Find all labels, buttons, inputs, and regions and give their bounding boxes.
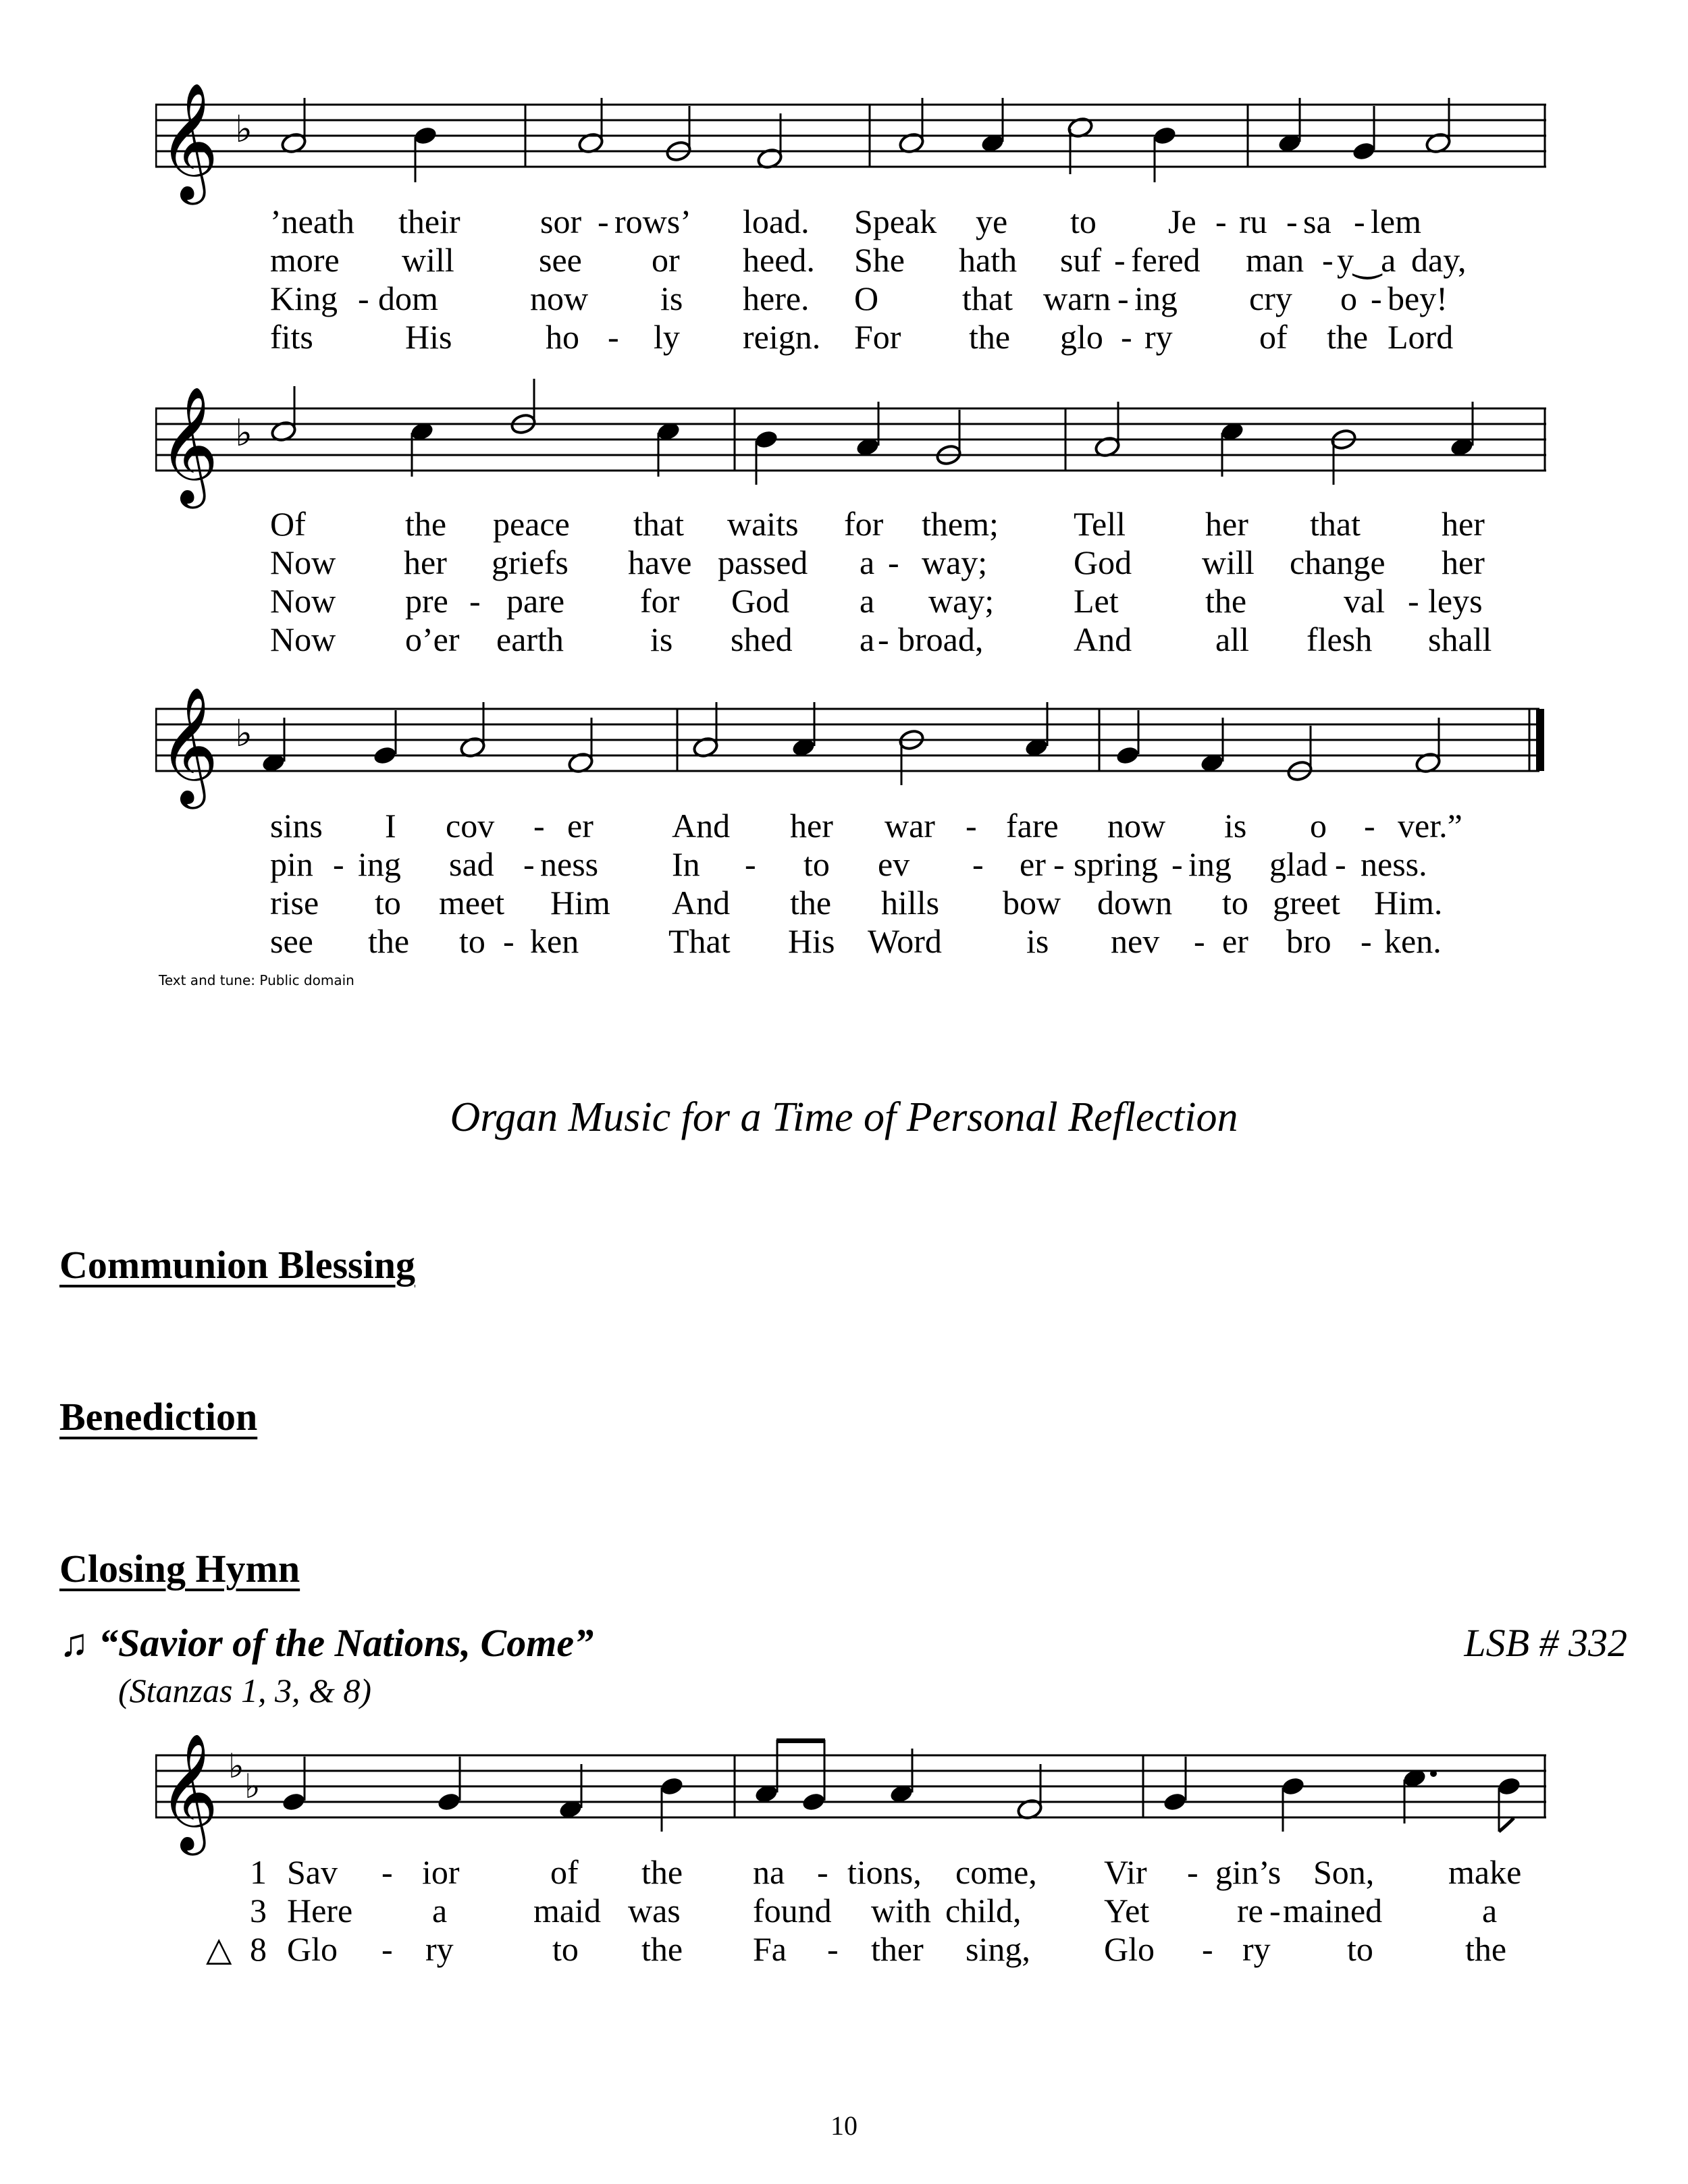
lyric-syllable: - (1114, 241, 1126, 279)
lyric-syllable: will (402, 241, 454, 279)
lyric-syllable: her (1442, 543, 1485, 581)
lyric-syllable: - (503, 922, 515, 960)
lyric-line (0, 1892, 1688, 1930)
lyric-syllable: - (1121, 318, 1132, 356)
lyric-syllable: the (641, 1930, 683, 1968)
lyric-syllable: warn (1043, 279, 1111, 317)
svg-text:𝄞: 𝄞 (159, 386, 219, 504)
lyric-syllable: griefs (492, 543, 569, 581)
lyric-syllable: sor (540, 203, 582, 240)
lyric-syllable: - (1269, 1892, 1281, 1929)
lyric-syllable: a (432, 1892, 448, 1929)
lyric-syllable: peace (493, 505, 570, 543)
lyric-syllable: fare (1006, 807, 1059, 845)
lyric-syllable: heed. (743, 241, 815, 279)
lyric-syllable: all (1215, 620, 1249, 658)
lyric-syllable: way; (922, 543, 988, 581)
lyric-syllable: - (1408, 582, 1419, 620)
lyric-syllable: o (1340, 279, 1357, 317)
lyric-syllable: Him (550, 884, 610, 922)
lyric-syllable: His (788, 922, 835, 960)
lyric-syllable: ly (654, 318, 680, 356)
lyric-syllable: Here (287, 1892, 353, 1929)
lyric-syllable: ing (358, 845, 401, 883)
lyric-syllable: For (854, 318, 901, 356)
lyric-syllable: passed (718, 543, 808, 581)
lyric-line (0, 1853, 1688, 1892)
lyric-syllable: down (1097, 884, 1173, 922)
lyric-syllable: cry (1249, 279, 1292, 317)
lyric-syllable: y‿a (1337, 241, 1396, 279)
lyric-syllable: - (381, 1930, 393, 1968)
svg-text:♭: ♭ (235, 712, 253, 755)
lyric-syllable: see (270, 922, 313, 960)
svg-text:♭: ♭ (235, 107, 253, 151)
lyric-syllable: 8 (250, 1930, 267, 1968)
lyric-syllable: the (405, 505, 447, 543)
lyric-line (0, 582, 1688, 620)
lyric-syllable: Son, (1313, 1853, 1375, 1891)
lyric-syllable: - (966, 807, 977, 845)
hymn-number: LSB # 332 (1464, 1621, 1627, 1665)
staff-4-notation (155, 1725, 1550, 1860)
lyric-syllable: to (375, 884, 401, 922)
lyric-syllable: gin’s (1215, 1853, 1282, 1891)
lyric-syllable: to (803, 845, 830, 883)
lyric-syllable: bro (1286, 922, 1331, 960)
lyric-syllable: Yet (1104, 1892, 1150, 1929)
lyric-syllable: Him. (1374, 884, 1443, 922)
lyric-syllable: for (640, 582, 680, 620)
lyric-syllable: to (552, 1930, 579, 1968)
lyric-syllable: er (1222, 922, 1248, 960)
lyric-syllable: - (1286, 203, 1298, 240)
lyric-syllable: come, (955, 1853, 1037, 1891)
lyric-syllable: fits (270, 318, 313, 356)
lyric-syllable: is (1026, 922, 1049, 960)
lyric-line (0, 1930, 1688, 1969)
lyric-syllable: pare (506, 582, 565, 620)
heading-benediction: Benediction (59, 1395, 258, 1439)
lyric-syllable: na (753, 1853, 785, 1891)
hymn-title: ♫ “Savior of the Nations, Come” (59, 1621, 594, 1665)
svg-text:♭: ♭ (244, 1767, 261, 1806)
lyric-syllable: ry (425, 1930, 454, 1968)
music-staff-4 (155, 1725, 1550, 1860)
lyric-syllable: And (672, 884, 731, 922)
lyric-line (0, 241, 1688, 279)
lyric-syllable: maid (533, 1892, 601, 1929)
lyric-syllable: the (969, 318, 1011, 356)
lyric-syllable: God (1074, 543, 1132, 581)
lyric-syllable: - (827, 1930, 839, 1968)
lyric-syllable: to (1070, 203, 1097, 240)
lyric-syllable: ye (976, 203, 1008, 240)
lyric-syllable: will (1202, 543, 1255, 581)
lyric-syllable: - (381, 1853, 393, 1891)
heading-communion-blessing: Communion Blessing (59, 1243, 415, 1287)
reflection-caption: Organ Music for a Time of Personal Reflection (450, 1094, 1238, 1140)
lyric-syllable: Let (1074, 582, 1119, 620)
lyric-line (0, 543, 1688, 582)
lyric-syllable: dom (378, 279, 438, 317)
lyric-syllable: see (539, 241, 582, 279)
lyric-syllable: - (1371, 279, 1382, 317)
lyric-syllable: or (652, 241, 680, 279)
lyric-syllable: is (660, 279, 683, 317)
lyric-syllable: ry (1242, 1930, 1271, 1968)
lyric-syllable: - (1187, 1853, 1198, 1891)
lyric-syllable: to (1347, 1930, 1373, 1968)
lyric-syllable: glad (1269, 845, 1328, 883)
lyric-syllable: Now (270, 543, 336, 581)
lyric-syllable: shed (731, 620, 793, 658)
lyric-syllable: Now (270, 620, 336, 658)
lyric-syllable: - (817, 1853, 828, 1891)
lyric-syllable: suf (1060, 241, 1102, 279)
lyric-syllable: - (608, 318, 619, 356)
lyric-line (0, 922, 1688, 961)
lyric-syllable: of (1259, 318, 1288, 356)
lyric-syllable: Lord (1388, 318, 1454, 356)
lyric-syllable: reign. (743, 318, 821, 356)
lyric-syllable: her (404, 543, 447, 581)
lyric-syllable: the (1465, 1930, 1507, 1968)
lyric-syllable: val (1344, 582, 1386, 620)
lyric-syllable: Word (868, 922, 942, 960)
staff-3-notation (155, 678, 1550, 814)
lyric-syllable: to (1222, 884, 1248, 922)
lyric-syllable: ken (530, 922, 579, 960)
lyric-syllable: er (567, 807, 594, 845)
lyric-syllable: Speak (854, 203, 937, 240)
lyric-syllable: - (523, 845, 535, 883)
lyric-line (0, 845, 1688, 884)
lyric-syllable: ry (1144, 318, 1173, 356)
lyric-syllable: is (1224, 807, 1247, 845)
lyric-syllable: mained (1283, 1892, 1383, 1929)
lyric-syllable: - (1335, 845, 1346, 883)
lyric-syllable: the (1327, 318, 1369, 356)
lyric-syllable: 1 (250, 1853, 267, 1891)
lyric-syllable: sa (1303, 203, 1331, 240)
lyric-syllable: greet (1273, 884, 1340, 922)
lyric-syllable: bow (1003, 884, 1061, 922)
lyric-syllable: And (672, 807, 731, 845)
lyric-syllable: - (745, 845, 756, 883)
lyric-syllable: In (672, 845, 700, 883)
lyric-syllable: way; (928, 582, 995, 620)
lyric-syllable: a (1482, 1892, 1498, 1929)
music-staff-1 (155, 74, 1550, 209)
music-staff-2 (155, 378, 1550, 513)
lyric-syllable: God (731, 582, 790, 620)
lyric-syllable: a (860, 620, 875, 658)
lyric-syllable: Of (270, 505, 306, 543)
lyric-syllable: - (1171, 845, 1183, 883)
lyric-syllable: with (871, 1892, 931, 1929)
lyric-syllable: - (888, 543, 899, 581)
lyric-line (0, 620, 1688, 659)
lyric-syllable: ru (1239, 203, 1267, 240)
lyric-syllable: more (270, 241, 340, 279)
lyric-syllable: sins (270, 807, 323, 845)
lyric-syllable: Je (1168, 203, 1196, 240)
lyric-syllable: for (844, 505, 884, 543)
lyric-line (0, 279, 1688, 318)
lyric-syllable: that (633, 505, 684, 543)
staff-2-notation (155, 378, 1550, 513)
lyric-syllable: Vir (1104, 1853, 1147, 1891)
lyric-syllable: - (1364, 807, 1375, 845)
lyric-syllable: ior (422, 1853, 460, 1891)
lyric-syllable: rise (270, 884, 319, 922)
hymn-stanzas: (Stanzas 1, 3, & 8) (118, 1672, 371, 1709)
lyric-syllable: the (1205, 582, 1247, 620)
lyric-syllable: war (885, 807, 935, 845)
lyric-syllable: her (790, 807, 833, 845)
lyric-line (0, 203, 1688, 241)
lyric-syllable: here. (743, 279, 810, 317)
lyric-syllable: now (530, 279, 589, 317)
lyric-syllable: His (405, 318, 452, 356)
lyric-syllable: - (1117, 279, 1129, 317)
lyric-syllable: them; (922, 505, 999, 543)
lyric-syllable: tions, (847, 1853, 922, 1891)
copyright-credit: Text and tune: Public domain (159, 972, 354, 988)
lyric-syllable: of (550, 1853, 579, 1891)
lyric-syllable: rows’ (614, 203, 691, 240)
lyric-syllable: sing, (966, 1930, 1030, 1968)
lyric-syllable: - (469, 582, 481, 620)
svg-text:𝄞: 𝄞 (159, 82, 219, 200)
lyric-syllable: bey! (1388, 279, 1448, 317)
lyric-syllable: ver.” (1398, 807, 1462, 845)
lyric-syllable: She (854, 241, 905, 279)
lyrics-block-2 (0, 505, 1688, 659)
lyric-syllable: re (1237, 1892, 1263, 1929)
lyric-syllable: that (962, 279, 1013, 317)
triangle-icon: △ (206, 1930, 232, 1968)
lyric-syllable: Sav (287, 1853, 338, 1891)
lyric-syllable: sad (449, 845, 494, 883)
lyric-syllable: o (1310, 807, 1327, 845)
lyric-syllable: - (1202, 1930, 1213, 1968)
lyric-syllable: o’er (405, 620, 460, 658)
lyric-syllable: spring (1074, 845, 1158, 883)
lyric-syllable: er (1020, 845, 1046, 883)
lyric-syllable: - (1215, 203, 1227, 240)
svg-text:♭: ♭ (228, 1747, 244, 1786)
lyric-syllable: - (333, 845, 344, 883)
lyric-syllable: - (1322, 241, 1334, 279)
page-number: 10 (830, 2110, 858, 2141)
music-staff-3 (155, 678, 1550, 814)
lyric-syllable: Now (270, 582, 336, 620)
lyric-syllable: now (1107, 807, 1166, 845)
lyric-syllable: - (1194, 922, 1205, 960)
lyric-syllable: make (1448, 1853, 1522, 1891)
lyric-syllable: the (368, 922, 410, 960)
lyric-syllable: was (628, 1892, 681, 1929)
lyric-syllable: glo (1060, 318, 1103, 356)
lyric-syllable: Glo (1104, 1930, 1155, 1968)
lyric-syllable: ho (546, 318, 579, 356)
lyric-syllable: day, (1411, 241, 1467, 279)
svg-text:𝄞: 𝄞 (159, 687, 219, 804)
lyric-syllable: earth (496, 620, 564, 658)
lyric-syllable: the (790, 884, 832, 922)
lyrics-block-3 (0, 807, 1688, 961)
lyric-syllable: pin (270, 845, 313, 883)
lyric-syllable: hath (959, 241, 1018, 279)
svg-text:𝄞: 𝄞 (159, 1733, 219, 1850)
lyric-syllable: child, (945, 1892, 1022, 1929)
lyric-syllable: 3 (250, 1892, 267, 1929)
lyric-syllable: her (1442, 505, 1485, 543)
lyric-syllable: a (860, 582, 875, 620)
lyric-line (0, 318, 1688, 356)
lyric-syllable: fered (1131, 241, 1201, 279)
lyric-syllable: - (878, 620, 889, 658)
lyric-syllable: King (270, 279, 338, 317)
lyric-syllable: shall (1428, 620, 1492, 658)
lyric-syllable: - (972, 845, 984, 883)
lyric-syllable: Tell (1074, 505, 1126, 543)
lyric-syllable: ken. (1384, 922, 1442, 960)
lyric-syllable: ness. (1361, 845, 1427, 883)
lyric-syllable: found (753, 1892, 832, 1929)
lyric-syllable: meet (439, 884, 505, 922)
lyric-syllable: O (854, 279, 879, 317)
lyric-syllable: - (358, 279, 369, 317)
lyric-syllable: - (1354, 203, 1365, 240)
lyric-syllable: a (860, 543, 875, 581)
lyric-line (0, 505, 1688, 543)
lyrics-block-4 (0, 1853, 1688, 1969)
lyric-syllable: pre (405, 582, 448, 620)
lyric-syllable: ’neath (270, 203, 354, 240)
lyric-syllable: Glo (287, 1930, 338, 1968)
lyric-syllable: that (1310, 505, 1361, 543)
lyric-line (0, 884, 1688, 922)
lyric-syllable: leys (1428, 582, 1483, 620)
lyric-syllable: - (533, 807, 545, 845)
lyrics-block-1 (0, 203, 1688, 356)
lyric-syllable: load. (743, 203, 810, 240)
lyric-syllable: That (668, 922, 731, 960)
lyric-syllable: waits (727, 505, 799, 543)
lyric-syllable: cov (446, 807, 495, 845)
heading-closing-hymn: Closing Hymn (59, 1547, 300, 1591)
lyric-syllable: ev (878, 845, 910, 883)
lyric-syllable: ness (540, 845, 599, 883)
lyric-syllable: hills (881, 884, 940, 922)
lyric-syllable: man (1246, 241, 1304, 279)
lyric-syllable: to (459, 922, 485, 960)
lyric-syllable: ing (1134, 279, 1178, 317)
lyric-syllable: - (598, 203, 609, 240)
svg-text:♭: ♭ (235, 411, 253, 454)
staff-1-notation (155, 74, 1550, 209)
lyric-syllable: flesh (1307, 620, 1373, 658)
lyric-syllable: - (1361, 922, 1372, 960)
lyric-syllable: have (628, 543, 692, 581)
lyric-syllable: lem (1371, 203, 1421, 240)
lyric-syllable: - (1053, 845, 1065, 883)
lyric-syllable: ther (871, 1930, 924, 1968)
lyric-syllable: their (398, 203, 460, 240)
lyric-syllable: the (641, 1853, 683, 1891)
lyric-syllable: broad, (898, 620, 984, 658)
lyric-syllable: nev (1111, 922, 1160, 960)
lyric-syllable: her (1205, 505, 1248, 543)
lyric-syllable: is (650, 620, 673, 658)
lyric-syllable: I (385, 807, 396, 845)
lyric-line (0, 807, 1688, 845)
lyric-syllable: change (1290, 543, 1386, 581)
lyric-syllable: ing (1188, 845, 1232, 883)
lyric-syllable: And (1074, 620, 1132, 658)
lyric-syllable: Fa (753, 1930, 787, 1968)
